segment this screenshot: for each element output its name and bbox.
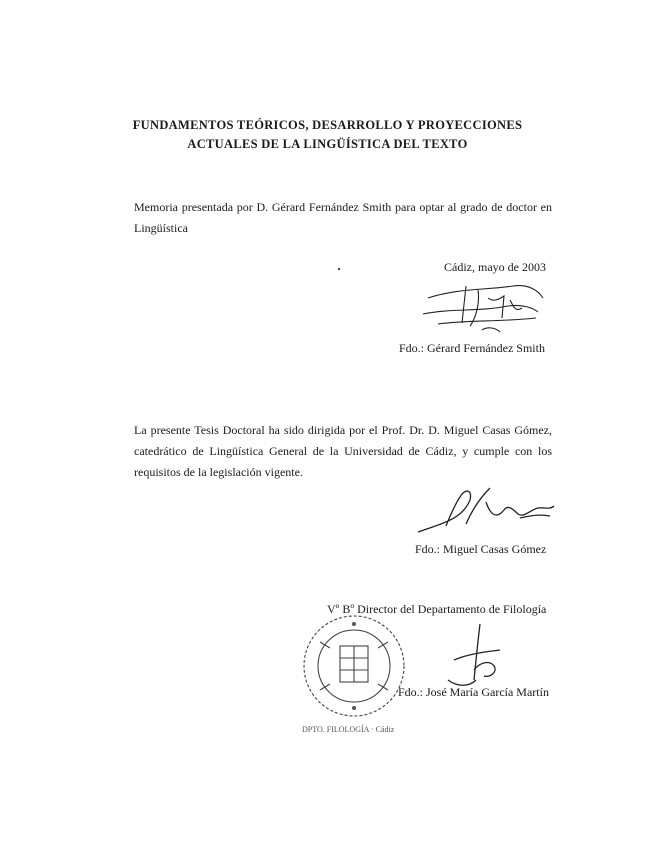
seal-caption: DPTO. FILOLOGÍA · Cádiz <box>302 725 395 734</box>
department-head-signature <box>440 620 520 692</box>
speck-mark <box>338 268 340 270</box>
department-seal <box>300 612 408 720</box>
director-signature <box>410 480 560 540</box>
memoria-paragraph: Memoria presentada por D. Gérard Fernández Smith para optar al grado de doctor en Lingüística <box>134 200 552 235</box>
title-line-2: ACTUALES DE LA LINGÜÍSTICA DEL TEXTO <box>187 137 468 151</box>
place-date: Cádiz, mayo de 2003 <box>444 260 546 274</box>
department-head-signature-name: Fdo.: José María García Martín <box>398 685 549 699</box>
title-line-1: FUNDAMENTOS TEÓRICOS, DESARROLLO Y PROYECCIONES <box>132 118 523 132</box>
author-signature <box>418 278 553 340</box>
director-signature-name: Fdo.: Miguel Casas Gómez <box>415 542 547 556</box>
department-approval-line: Vº Bº Director del Departamento de Filología <box>327 602 547 616</box>
director-paragraph: La presente Tesis Doctoral ha sido dirigida por el Prof. Dr. D. Miguel Casas Gómez, catedrático de Lingüística General de la Universidad de Cádiz, y cumple con los requisitos de la legislación vigente. <box>134 423 552 479</box>
author-signature-name: Fdo.: Gérard Fernández Smith <box>399 341 545 355</box>
